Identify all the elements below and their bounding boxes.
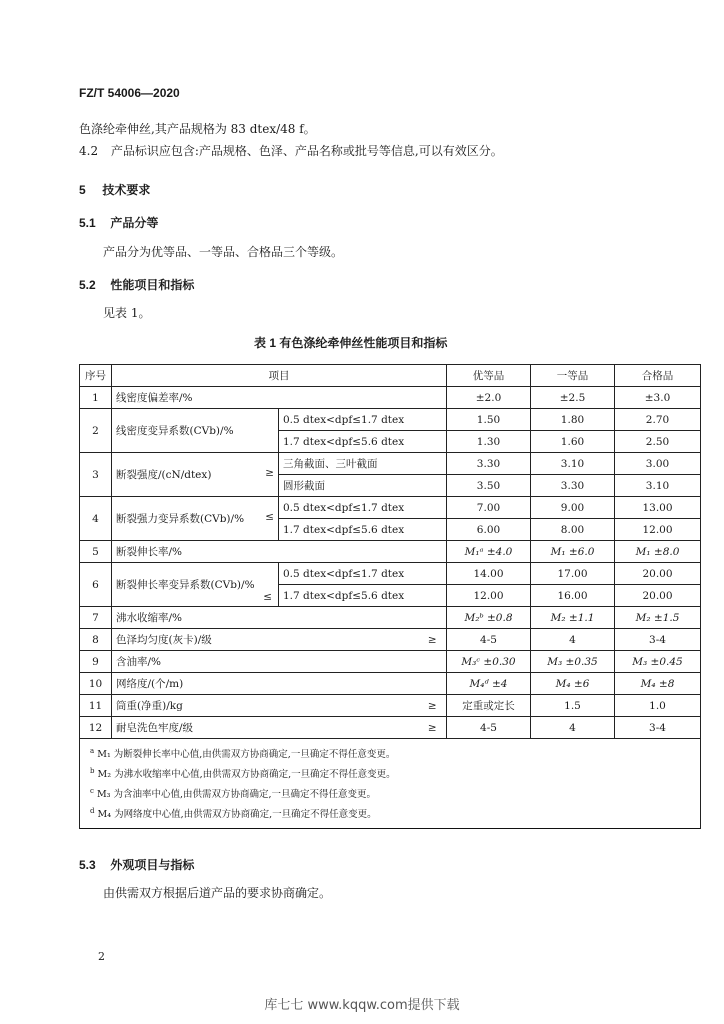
value-grade-1: ±2.0 bbox=[447, 387, 531, 409]
value-grade-3: 2.70 bbox=[615, 409, 701, 431]
value-grade-2: 9.00 bbox=[531, 497, 615, 519]
value-grade-1: 7.00 bbox=[447, 497, 531, 519]
value-grade-3: 1.0 bbox=[615, 695, 701, 717]
value-grade-2: M₄ ±6 bbox=[531, 673, 615, 695]
table-row bbox=[80, 673, 701, 695]
footnotes bbox=[80, 739, 701, 829]
value-grade-1: M₁ᵃ ±4.0 bbox=[447, 541, 531, 563]
condition: 1.7 dtex<dpf≤5.6 dtex bbox=[279, 519, 447, 541]
section-5-1-text: 产品分为优等品、一等品、合格品三个等级。 bbox=[103, 245, 344, 259]
section-5-2-heading bbox=[79, 276, 194, 293]
row-number: 7 bbox=[80, 607, 112, 629]
le-symbol: ≤ bbox=[265, 511, 274, 523]
item-name: 筒重(净重)/kg bbox=[112, 695, 419, 717]
table-row bbox=[80, 629, 701, 651]
item-name-text: 断裂强力变异系数(CVb)/% bbox=[116, 513, 245, 525]
ge-symbol: ≥ bbox=[419, 717, 447, 739]
value-grade-2: 8.00 bbox=[531, 519, 615, 541]
row-number: 10 bbox=[80, 673, 112, 695]
value-grade-2: 16.00 bbox=[531, 585, 615, 607]
section-title: 性能项目和指标 bbox=[110, 278, 195, 292]
section-title: 产品分等 bbox=[110, 216, 159, 230]
value-grade-1: M₃ᶜ ±0.30 bbox=[447, 651, 531, 673]
item-name: 线密度变异系数(CVb)/% bbox=[112, 409, 279, 453]
value-grade-2: 3.10 bbox=[531, 453, 615, 475]
item-name: 断裂伸长率/% bbox=[112, 541, 447, 563]
table-row bbox=[80, 695, 701, 717]
value-grade-1: 6.00 bbox=[447, 519, 531, 541]
value-grade-1: 3.50 bbox=[447, 475, 531, 497]
value-grade-2: 1.60 bbox=[531, 431, 615, 453]
value-grade-3: 20.00 bbox=[615, 585, 701, 607]
value-grade-1: 4-5 bbox=[447, 629, 531, 651]
value-grade-3: 3-4 bbox=[615, 629, 701, 651]
row-number: 12 bbox=[80, 717, 112, 739]
condition: 0.5 dtex<dpf≤1.7 dtex bbox=[279, 409, 447, 431]
footnote-mark: d bbox=[90, 807, 95, 816]
footnote-mark: b bbox=[90, 767, 95, 776]
value-grade-2: M₂ ±1.1 bbox=[531, 607, 615, 629]
value-grade-1: 3.30 bbox=[447, 453, 531, 475]
value-grade-2: 17.00 bbox=[531, 563, 615, 585]
value-grade-2: M₃ ±0.35 bbox=[531, 651, 615, 673]
row-number: 1 bbox=[80, 387, 112, 409]
value-grade-2: 4 bbox=[531, 629, 615, 651]
value-grade-2: ±2.5 bbox=[531, 387, 615, 409]
condition: 三角截面、三叶截面 bbox=[279, 453, 447, 475]
table-row bbox=[80, 563, 701, 585]
value-grade-3: ±3.0 bbox=[615, 387, 701, 409]
section-5-3-heading bbox=[79, 856, 194, 873]
footnote bbox=[90, 803, 690, 823]
header-no: 序号 bbox=[80, 365, 112, 387]
paragraph-continued: 色涤纶牵伸丝,其产品规格为 83 dtex/48 f。 bbox=[79, 122, 316, 136]
value-grade-2: 3.30 bbox=[531, 475, 615, 497]
value-grade-3: 3.10 bbox=[615, 475, 701, 497]
section-number: 5.3 bbox=[79, 858, 96, 872]
footnote-text: M₁ 为断裂伸长率中心值,由供需双方协商确定,一旦确定不得任意变更。 bbox=[97, 749, 396, 761]
condition: 1.7 dtex<dpf≤5.6 dtex bbox=[279, 585, 447, 607]
section-5-heading bbox=[79, 181, 150, 198]
performance-table bbox=[79, 364, 701, 829]
table-header-row bbox=[80, 365, 701, 387]
value-grade-3: 20.00 bbox=[615, 563, 701, 585]
page-number: 2 bbox=[98, 950, 105, 963]
header-grade-2: 一等品 bbox=[531, 365, 615, 387]
row-number: 9 bbox=[80, 651, 112, 673]
footnote-mark: c bbox=[90, 787, 94, 796]
condition: 0.5 dtex<dpf≤1.7 dtex bbox=[279, 497, 447, 519]
row-number: 5 bbox=[80, 541, 112, 563]
table-row bbox=[80, 717, 701, 739]
header-grade-1: 优等品 bbox=[447, 365, 531, 387]
table-row bbox=[80, 651, 701, 673]
row-number: 3 bbox=[80, 453, 112, 497]
section-number: 4.2 bbox=[79, 144, 99, 158]
value-grade-3: M₃ ±0.45 bbox=[615, 651, 701, 673]
ge-symbol: ≥ bbox=[265, 467, 274, 479]
table-row bbox=[80, 387, 701, 409]
section-title: 外观项目与指标 bbox=[110, 858, 195, 872]
value-grade-1: M₂ᵇ ±0.8 bbox=[447, 607, 531, 629]
le-symbol: ≤ bbox=[263, 591, 272, 603]
header-item: 项目 bbox=[112, 365, 447, 387]
item-name: 网络度/(个/m) bbox=[112, 673, 447, 695]
row-number: 2 bbox=[80, 409, 112, 453]
footnote-text: M₃ 为含油率中心值,由供需双方协商确定,一旦确定不得任意变更。 bbox=[96, 789, 377, 801]
section-number: 5 bbox=[79, 183, 86, 197]
section-number: 5.2 bbox=[79, 278, 96, 292]
value-grade-3: M₄ ±8 bbox=[615, 673, 701, 695]
value-grade-3: 3.00 bbox=[615, 453, 701, 475]
section-number: 5.1 bbox=[79, 216, 96, 230]
item-name: 沸水收缩率/% bbox=[112, 607, 447, 629]
row-number: 8 bbox=[80, 629, 112, 651]
table-caption: 表 1 有色涤纶牵伸丝性能项目和指标 bbox=[254, 336, 448, 350]
item-name: 耐皂洗色牢度/级 bbox=[112, 717, 419, 739]
condition: 0.5 dtex<dpf≤1.7 dtex bbox=[279, 563, 447, 585]
footnote-text: M₂ 为沸水收缩率中心值,由供需双方协商确定,一旦确定不得任意变更。 bbox=[97, 769, 396, 781]
item-name-text: 断裂伸长率变异系数(CVb)/% bbox=[116, 579, 255, 591]
value-grade-2: 1.5 bbox=[531, 695, 615, 717]
item-name: 色泽均匀度(灰卡)/级 bbox=[112, 629, 419, 651]
download-watermark: 库七七 www.kqqw.com提供下载 bbox=[264, 998, 460, 1013]
value-grade-3: 2.50 bbox=[615, 431, 701, 453]
value-grade-3: M₂ ±1.5 bbox=[615, 607, 701, 629]
item-name: 线密度偏差率/% bbox=[112, 387, 447, 409]
value-grade-1: 1.30 bbox=[447, 431, 531, 453]
section-text: 产品标识应包含:产品规格、色泽、产品名称或批号等信息,可以有效区分。 bbox=[110, 144, 503, 158]
item-name bbox=[112, 453, 279, 497]
footnote-mark: a bbox=[90, 747, 95, 755]
section-5-1-heading bbox=[79, 214, 158, 231]
ge-symbol: ≥ bbox=[419, 695, 447, 717]
table-row bbox=[80, 453, 701, 475]
table-row bbox=[80, 409, 701, 431]
footnote-text: M₄ 为网络度中心值,由供需双方协商确定,一旦确定不得任意变更。 bbox=[97, 809, 377, 821]
value-grade-1: M₄ᵈ ±4 bbox=[447, 673, 531, 695]
footnote bbox=[90, 743, 690, 763]
footnote bbox=[90, 783, 690, 803]
header-grade-3: 合格品 bbox=[615, 365, 701, 387]
value-grade-1: 定重或定长 bbox=[447, 695, 531, 717]
section-5-2-text: 见表 1。 bbox=[103, 306, 151, 320]
item-name-text: 断裂强度/(cN/dtex) bbox=[116, 469, 212, 481]
value-grade-1: 4-5 bbox=[447, 717, 531, 739]
row-number: 4 bbox=[80, 497, 112, 541]
value-grade-3: 3-4 bbox=[615, 717, 701, 739]
value-grade-2: M₁ ±6.0 bbox=[531, 541, 615, 563]
section-4-2 bbox=[79, 143, 503, 159]
value-grade-3: 12.00 bbox=[615, 519, 701, 541]
footnote bbox=[90, 763, 690, 783]
row-number: 11 bbox=[80, 695, 112, 717]
value-grade-3: M₁ ±8.0 bbox=[615, 541, 701, 563]
value-grade-1: 14.00 bbox=[447, 563, 531, 585]
item-name bbox=[112, 563, 279, 607]
section-title: 技术要求 bbox=[102, 183, 151, 197]
table-row bbox=[80, 607, 701, 629]
value-grade-2: 1.80 bbox=[531, 409, 615, 431]
value-grade-2: 4 bbox=[531, 717, 615, 739]
row-number: 6 bbox=[80, 563, 112, 607]
table-row bbox=[80, 541, 701, 563]
item-name: 含油率/% bbox=[112, 651, 447, 673]
standard-number: FZ/T 54006—2020 bbox=[79, 86, 180, 100]
section-5-3-text: 由供需双方根据后道产品的要求协商确定。 bbox=[103, 886, 332, 900]
ge-symbol: ≥ bbox=[419, 629, 447, 651]
value-grade-3: 13.00 bbox=[615, 497, 701, 519]
footnote-row bbox=[80, 739, 701, 829]
value-grade-1: 12.00 bbox=[447, 585, 531, 607]
condition: 1.7 dtex<dpf≤5.6 dtex bbox=[279, 431, 447, 453]
table-row bbox=[80, 497, 701, 519]
value-grade-1: 1.50 bbox=[447, 409, 531, 431]
condition: 圆形截面 bbox=[279, 475, 447, 497]
item-name bbox=[112, 497, 279, 541]
